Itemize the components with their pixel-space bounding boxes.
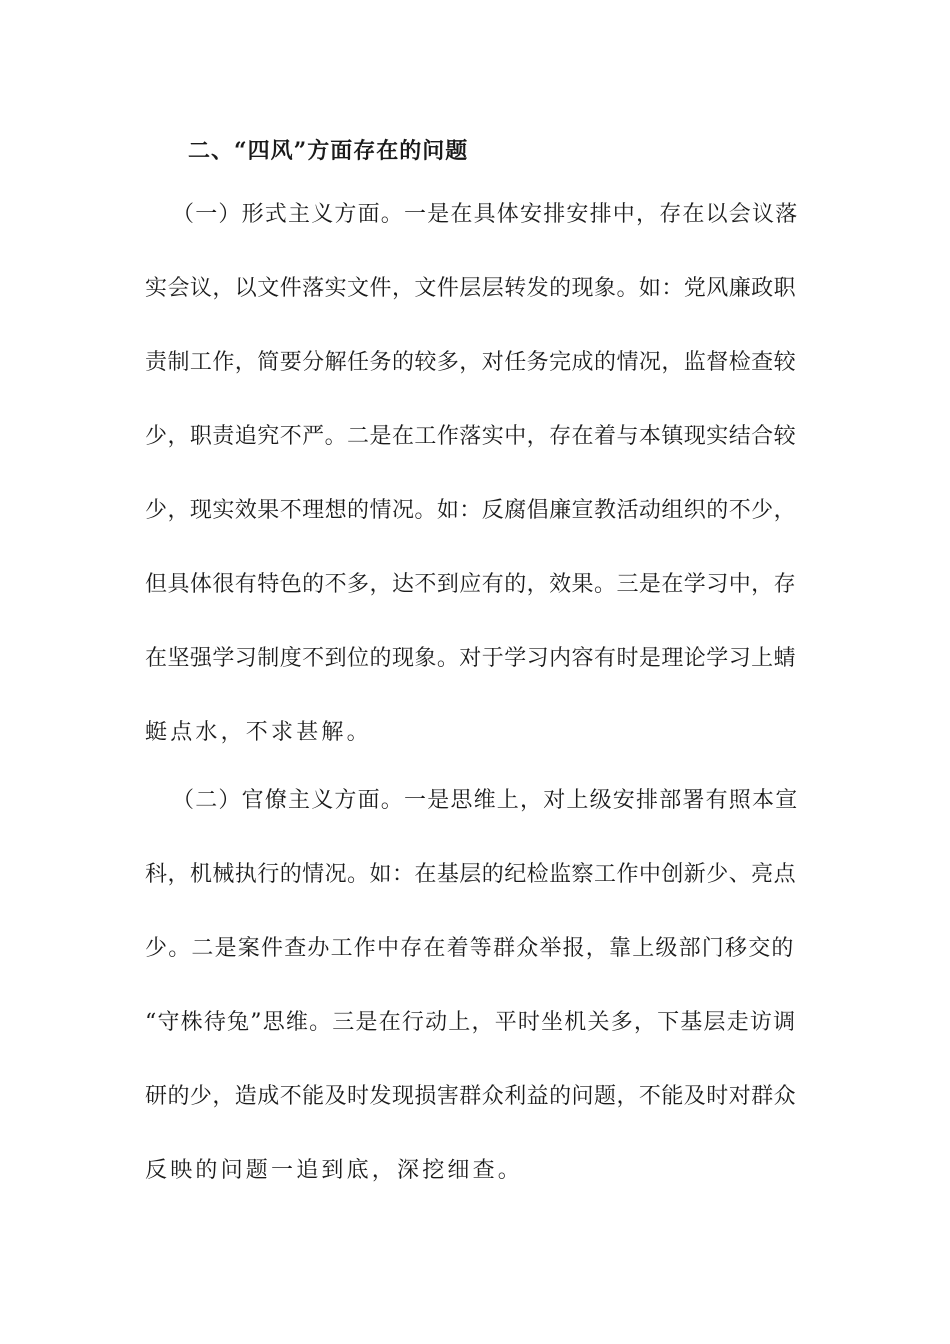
paragraph-2-line-4: “守株待兔”思维。三是在行动上，平时坐机关多，下基层走访调 [145, 1010, 797, 1035]
paragraph-2-line-2: 科，机械执行的情况。如：在基层的纪检监察工作中创新少、亮点 [145, 862, 797, 887]
paragraph-1-line-7: 在坚强学习制度不到位的现象。对于学习内容有时是理论学习上蜻 [145, 646, 797, 671]
paragraph-1-line-2: 实会议，以文件落实文件，文件层层转发的现象。如：党风廉政职 [145, 276, 797, 301]
paragraph-2-line-5: 研的少，造成不能及时发现损害群众利益的问题，不能及时对群众 [145, 1084, 797, 1109]
section-heading: 二、“四风”方面存在的问题 [188, 138, 469, 164]
paragraph-1-line-6: 但具体很有特色的不多，达不到应有的，效果。三是在学习中，存 [145, 572, 797, 597]
paragraph-1-line-1: （一）形式主义方面。一是在具体安排安排中，存在以会议落 [172, 202, 799, 227]
paragraph-1-line-3: 责制工作，简要分解任务的较多，对任务完成的情况，监督检查较 [145, 350, 797, 375]
paragraph-2-line-6: 反映的问题一追到底，深挖细查。 [145, 1158, 524, 1183]
paragraph-2-line-1: （二）官僚主义方面。一是思维上，对上级安排部署有照本宣 [172, 788, 799, 813]
paragraph-1-line-5: 少，现实效果不理想的情况。如：反腐倡廉宣教活动组织的不少， [145, 498, 797, 523]
paragraph-1-line-8: 蜓点水，不求甚解。 [145, 720, 372, 745]
paragraph-2-line-3: 少。二是案件查办工作中存在着等群众举报，靠上级部门移交的 [145, 936, 795, 961]
paragraph-1-line-4: 少，职责追究不严。二是在工作落实中，存在着与本镇现实结合较 [145, 424, 797, 449]
